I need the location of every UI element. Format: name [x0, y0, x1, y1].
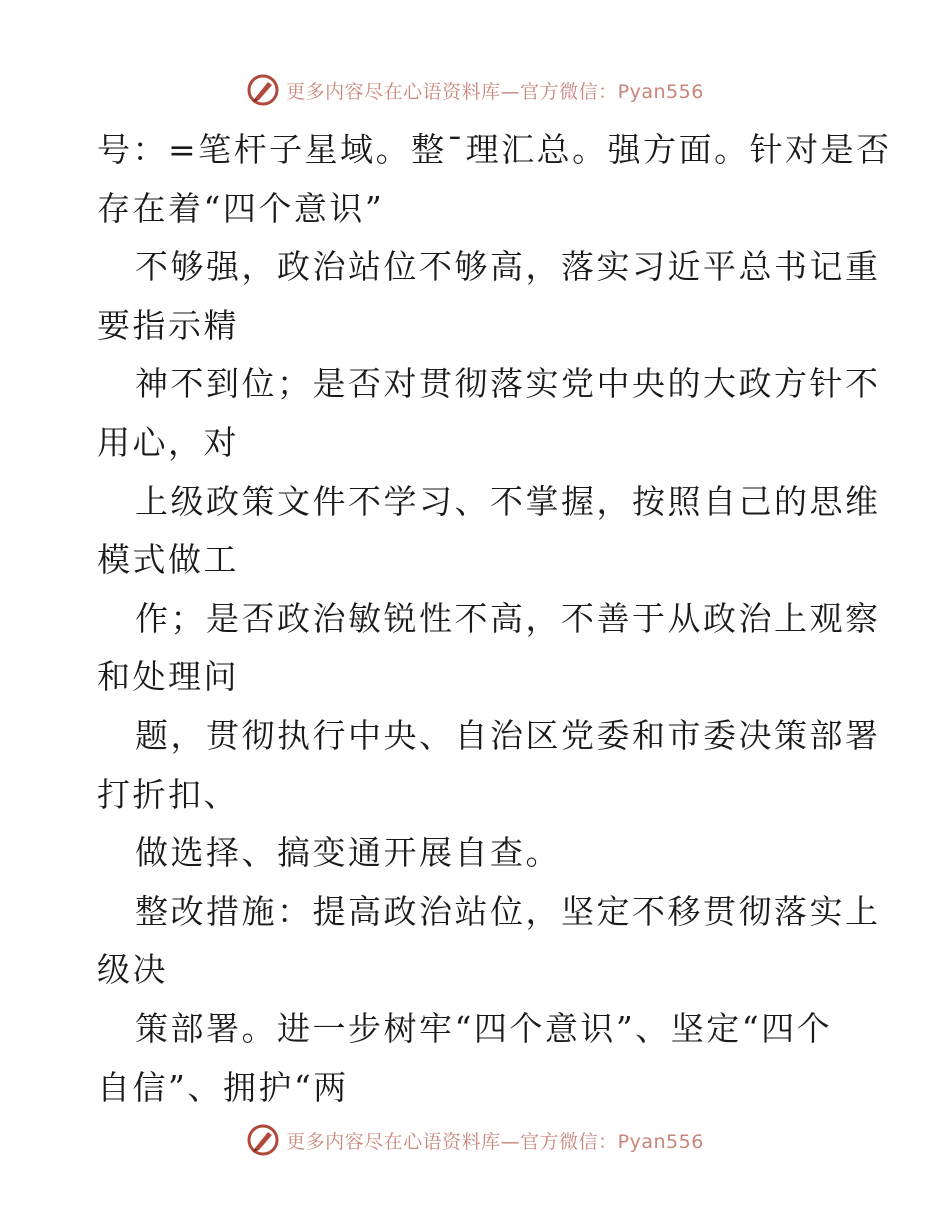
document-body: [97, 121, 892, 1117]
text-line: 上级政策文件不学习、不掌握，按照自己的思维: [135, 481, 881, 521]
header-banner: [0, 70, 950, 110]
pen-in-circle-logo-icon: [246, 73, 280, 107]
footer-banner: [0, 1120, 950, 1160]
text-line: 自信”、拥护“两: [97, 1067, 349, 1107]
text-line: 打折扣、: [97, 774, 239, 814]
text-line: 用心，对: [97, 422, 239, 462]
text-line: 题，贯彻执行中央、自治区党委和市委决策部署: [135, 715, 881, 755]
text-line: 神不到位；是否对贯彻落实党中央的大政方针不: [135, 364, 881, 404]
text-line: 整改措施：提高政治站位，坚定不移贯彻落实上: [135, 891, 881, 931]
text-line: 不够强，政治站位不够高，落实习近平总书记重: [135, 247, 881, 287]
text-line: 模式做工: [97, 540, 239, 580]
text-line: 存在着“四个意识”: [97, 188, 385, 228]
header-banner-text: 更多内容尽在心语资料库—官方微信：Pyan556: [286, 80, 704, 103]
pen-in-circle-logo-icon: [246, 1123, 280, 1157]
text-line: 和处理问: [97, 657, 239, 697]
text-line: 号：=笔杆子星域。整¯理汇总。强方面。针对是否: [97, 130, 892, 169]
text-line: 级决: [97, 950, 168, 990]
text-line: 作；是否政治敏锐性不高，不善于从政治上观察: [135, 598, 881, 638]
text-line: 策部署。进一步树牢“四个意识”、坚定“四个: [135, 1008, 833, 1048]
footer-banner-text: 更多内容尽在心语资料库—官方微信：Pyan556: [286, 1130, 704, 1153]
text-line: 做选择、搞变通开展自查。: [135, 833, 561, 873]
text-line: 要指示精: [97, 305, 239, 345]
